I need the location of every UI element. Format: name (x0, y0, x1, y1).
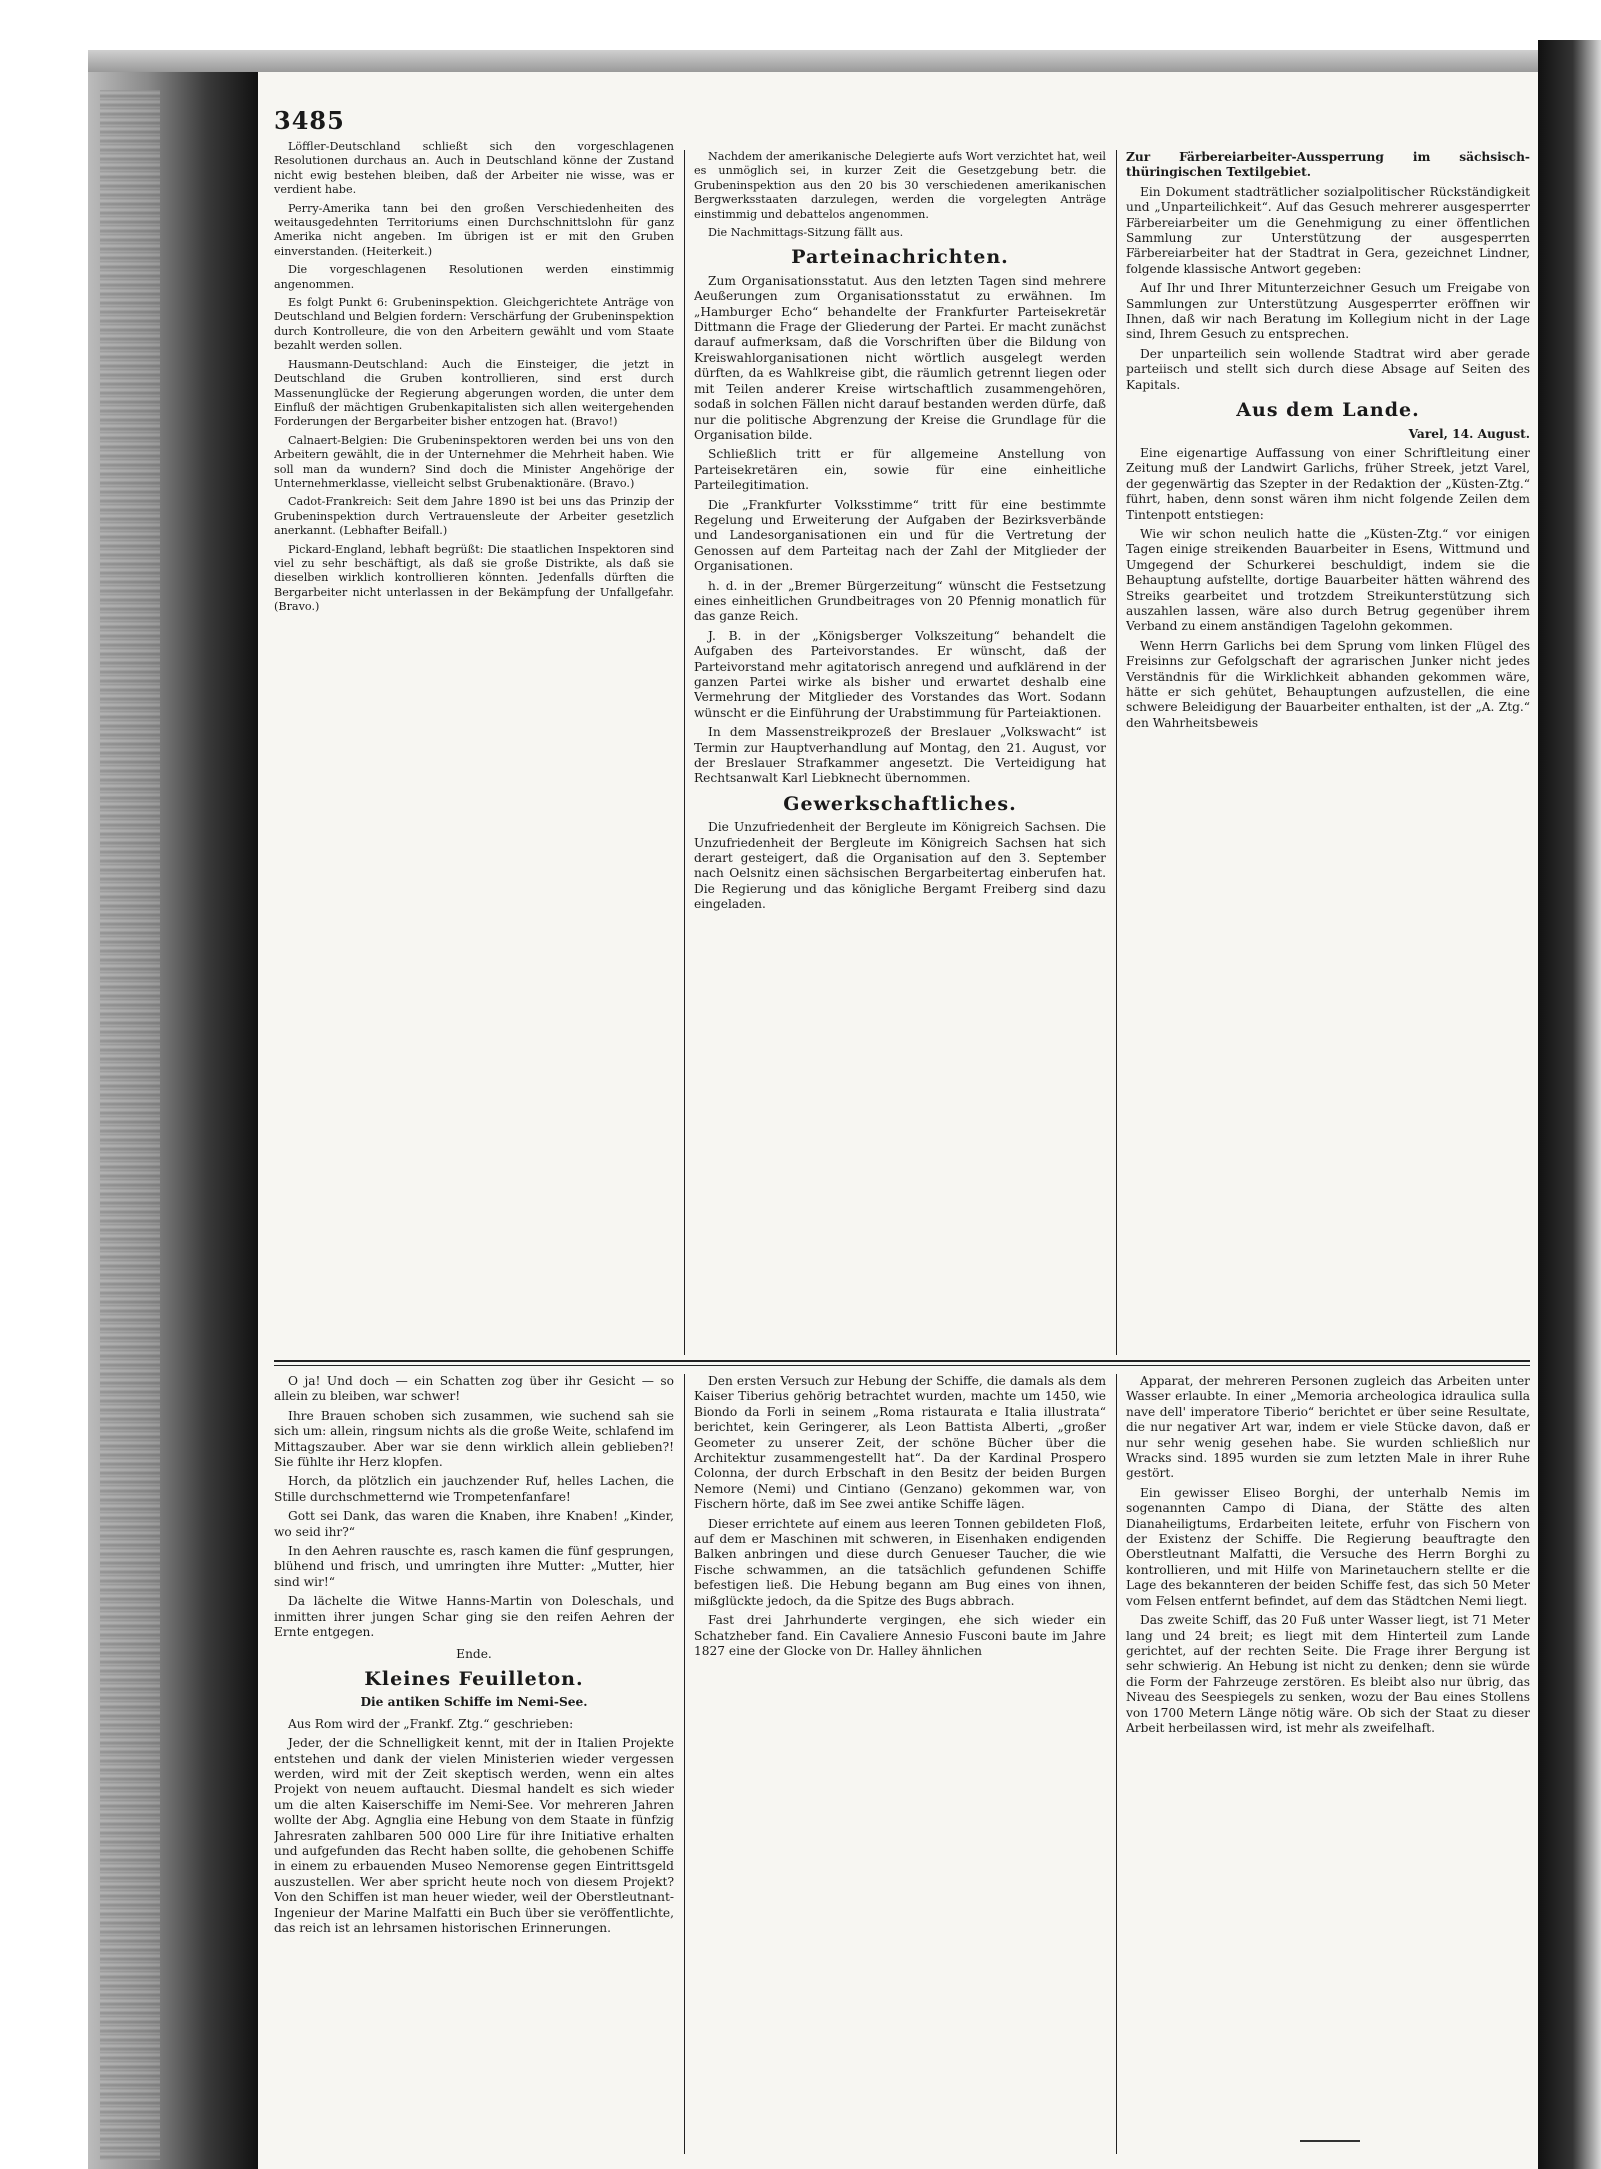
union-news-body (694, 820, 1106, 912)
paragraph: Zum Organisationsstatut. Aus den letzten Tagen sind mehrere Aeußerungen zum Organisationsstatut zu erwähnen. Im „Hamburger Echo“ behandelte der Frankfurter Parteisekretär Dittmann die Frage der Gliederung der Partei. Er macht zunächst darauf aufmerksam, daß die Vorschriften über die Bildung von Kreiswahlorganisationen nicht wörtlich ausgelegt werden dürften, da es Wahlkreise gibt, die räumlich getrennt liegen oder mit Teilen anderer Kreise wirtschaftlich zusammengehören, sodaß in solchen Fällen nicht darauf bestanden werden dürfe, daß nur die politische Abgrenzung der Kreise die Grundlage für die Organisation bilde. (694, 273, 1106, 442)
paragraph: Den ersten Versuch zur Hebung der Schiffe, die damals als dem Kaiser Tiberius gehörig betrachtet wurden, machte um 1450, wie Biondo da Forli in seinem „Roma ristaurata e Italia illustrata“ berichtet, kein Geringerer, als Leon Battista Alberti, „großer Geometer zu unserer Zeit, der schöne Bücher über die Architektur zusammengestellt hat“. Da der Kardinal Prospero Colonna, der durch Erbschaft in den Besitz der beiden Burgen Nemore (Nemi) und Cintiano (Genzano) gekommen war, von Fischern hörte, daß im See zwei antike Schiffe lägen. (694, 1374, 1106, 1512)
heading-kleines-feuilleton: Kleines Feuilleton. (364, 1667, 584, 1690)
paragraph: Cadot-Frankreich: Seit dem Jahre 1890 ist bei uns das Prinzip der Grubeninspektion durch Vertrauensleute der Arbeiter gesetzlich anerkannt. (Lebhafter Beifall.) (274, 495, 674, 538)
margin-left (0, 0, 88, 2169)
feuilleton-subheading: Die antiken Schiffe im Nemi-See. (360, 1695, 588, 1710)
paragraph: Die Nachmittags-Sitzung fällt aus. (708, 226, 904, 240)
column-2-party-news (694, 150, 1106, 1355)
paragraph: Da lächelte die Witwe Hanns-Martin von Doleschals, und inmitten ihrer jungen Schar ging sie den reifen Aehren der Ernte entgegen. (274, 1594, 674, 1640)
dyers-lockout-body (1126, 185, 1530, 393)
feuilleton-divider-double (274, 1365, 1530, 1366)
paragraph: Schließlich tritt er für allgemeine Anstellung von Parteisekretären ein, sowie für eine einheitliche Parteilegitimation. (694, 447, 1106, 493)
heading-aus-dem-lande: Aus dem Lande. (1236, 399, 1420, 422)
paragraph: Hausmann-Deutschland: Auch die Einsteiger, die jetzt in Deutschland die Gruben kontrollieren, sind erst durch Massenunglücke der Regierung abgerungen worden, die unter dem Einfluß der mächtigen Grubenkapitalisten sich allen weitergehenden Forderungen der Bergarbeiter bisher entzogen hat. (Bravo!) (274, 357, 674, 429)
paragraph: Löffler-Deutschland schließt sich den vorgeschlagenen Resolutionen durchaus an. Auch in Deutschland könne der Zustand nicht ewig bestehen bleiben, daß der Arbeiter nie wisse, was er verdient habe. (274, 140, 674, 197)
paragraph: Apparat, der mehreren Personen zugleich das Arbeiten unter Wasser erlaubte. In einer „Memoria archeologica idraulica sulla nave dell' imperatore Tiberio“ berichtet er über seine Resultate, die nur negativer Art war, indem er viele Stücke davon, daß er nur sehr wenig gesehen habe. Sie wurden schließlich nur Wracks sind. 1895 wurden sie zum letzten Male in ihrer Ruhe gestört. (1126, 1374, 1530, 1481)
paragraph: Die vorgeschlagenen Resolutionen werden einstimmig angenommen. (274, 263, 674, 291)
column-1-congress (274, 140, 674, 1355)
paragraph: h. d. in der „Bremer Bürgerzeitung“ wünscht die Festsetzung eines einheitlichen Grundbeitrages von 20 Pfennig monatlich für das ganze Reich. (694, 578, 1106, 624)
binding-texture (100, 90, 160, 2160)
paragraph: Auf Ihr und Ihrer Mitunterzeichner Gesuch um Freigabe von Sammlungen zur Unterstützung Ausgesperrter eröffnen wir Ihnen, daß wir nach Beratung im Kollegium nicht in der Lage sind, Ihrem Gesuch zu entsprechen. (1126, 281, 1530, 342)
paragraph: Ein Dokument stadträtlicher sozialpolitischer Rückständigkeit und „Unparteilichkeit“. Auf das Gesuch mehrerer ausgesperrter Färbereiarbeiter um die Genehmigung zu einer öffentlichen Sammlung zur Unterstützung der ausgesperrten Färbereiarbeiter hat der Stadtrat in Gera, gezeichnet Lindner, folgende klassische Antwort gegeben: (1126, 184, 1530, 276)
paragraph: Calnaert-Belgien: Die Grubeninspektoren werden bei uns von den Arbeitern gewählt, die in der Unternehmer die Mehrheit haben. Wie soll man da wundern? Sind doch die Minister Angehörige der Unternehmerklasse, vielleicht selbst Grubenaktionäre. (Bravo.) (274, 433, 674, 490)
feuilleton-divider (274, 1360, 1530, 1362)
paragraph: Dieser errichtete auf einem aus leeren Tonnen gebildeten Floß, auf dem er Maschinen mit schweren, in Eisenhaken endigenden Balken anbringen und diese durch Genueser Taucher, die wie Fische schwammen, an die tatsächlich gefundenen Schiffe befestigen ließ. Die Hebung begann am Bug eines von ihnen, mißglückte jedoch, da die Spitze des Bugs abbrach. (694, 1516, 1106, 1608)
congress-conclusion (694, 150, 1106, 240)
paragraph: Eine eigenartige Auffassung von einer Schriftleitung einer Zeitung muß der Landwirt Garlichs, früher Streek, jetzt Varel, der gegenwärtig das Szepter in der Redaktion der „Küsten-Ztg.“ führt, haben, denn sonst wären ihm nicht folgende Zeilen dem Tintenpott entstiegen: (1126, 445, 1530, 522)
paragraph: Perry-Amerika tann bei den großen Verschiedenheiten des weitausgedehnten Territoriums einen Durchschnittslohn für ganz Amerika nicht angeben. Im übrigen ist er mit den Gruben einverstanden. (Heiterkeit.) (274, 201, 674, 258)
page-number: 3485 (274, 106, 345, 135)
column-b3-nemi-ships (1126, 1374, 1530, 2139)
column-divider-2 (1116, 150, 1117, 1355)
paragraph: Ein gewisser Eliseo Borghi, der unterhalb Nemis im sogenannten Campo di Diana, der Stätte des alten Dianaheiligtums, Erdarbeiten leitete, erfuhr von Fischern von der Existenz der Schiffe. Die Regierung beauftragte den Oberstleutnant Malfatti, die Versuche des Herrn Borghi zu kontrollieren, und mit Hilfe von Marinetauchern stellte er die Lage des bekannteren der beiden Schiffe fest, das sich 50 Meter vom Felsen entfernt befindet, auf dem das Städtchen Nemi liegt. (1126, 1485, 1530, 1608)
paragraph: In dem Massenstreikprozeß der Breslauer „Volkswacht“ ist Termin zur Hauptverhandlung auf Montag, den 21. August, vor der Breslauer Strafkammer angesetzt. Die Verteidigung hat Rechtsanwalt Karl Liebknecht übernommen. (694, 725, 1106, 786)
binding-top-edge (88, 50, 1538, 72)
heading-parteinachrichten: Parteinachrichten. (791, 246, 1009, 269)
party-news-body (694, 274, 1106, 787)
paragraph: Die „Frankfurter Volksstimme“ tritt für eine bestimmte Regelung und Erweiterung der Aufgaben der Bezirksverbände und Landesorganisationen ein und für die Vertretung der Genossen auf dem Parteitag nach der Zahl der Mitglieder der Organisationen. (694, 497, 1106, 574)
column-divider-b1 (684, 1374, 685, 2154)
paragraph: Gott sei Dank, das waren die Knaben, ihre Knaben! „Kinder, wo seid ihr?“ (274, 1509, 674, 1539)
regional-body (1126, 446, 1530, 731)
paragraph: Aus Rom wird der „Frankf. Ztg.“ geschrieben: (288, 1716, 574, 1731)
paragraph: Nachdem der amerikanische Delegierte aufs Wort verzichtet hat, weil es unmöglich sei, in kurzer Zeit die Gesetzgebung betr. die Grubeninspektion aus den 20 bis 30 verschiedenen amerikanischen Bergwerksstaaten darzulegen, werden die vorgelegten Anträge einstimmig und debattelos angenommen. (694, 150, 1106, 221)
paragraph: Wenn Herrn Garlichs bei dem Sprung vom linken Flügel des Freisinns zur Gefolgschaft der agrarischen Junker nicht jedes Verständnis für die Wirklichkeit abhanden gekommen wäre, hätte er sich gehütet, Behauptungen aufzustellen, die eine schwere Beleidigung der Bauarbeiter enthalten, ist der „A. Ztg.“ den Wahrheitsbeweis (1126, 638, 1530, 730)
column-b1-story-feuilleton (274, 1374, 674, 2159)
paragraph: O ja! Und doch — ein Schatten zog über ihr Gesicht — so allein zu bleiben, war schwer! (274, 1374, 674, 1404)
right-shadow-edge (1538, 40, 1601, 2169)
paragraph: Wie wir schon neulich hatte die „Küsten-Ztg.“ vor einigen Tagen einige streikenden Bauarbeiter in Esens, Wittmund und Umgegend der Schurkerei beschuldigt, indem sie die Behauptung aufstellte, dortige Bauarbeiter hätten während des Streiks gearbeitet und trotzdem Streikunterstützung sich auszahlen lassen, wäre also durch Betrug gegenüber ihrem Verband zu einem anständigen Tagelohn gekommen. (1126, 526, 1530, 634)
column-divider-b2 (1116, 1374, 1117, 2154)
paragraph: Der unparteilich sein wollende Stadtrat wird aber gerade parteiisch und stellt sich durch diese Absage auf Seiten des Kapitals. (1126, 346, 1530, 392)
feuilleton-body (274, 1717, 674, 1937)
column-3-regional (1126, 150, 1530, 1355)
dyers-lockout-headline: Zur Färbereiarbeiter-Aussperrung im sächsisch-thüringischen Textilgebiet. (1126, 150, 1530, 180)
paragraph: Jeder, der die Schnelligkeit kennt, mit der in Italien Projekte entstehen und dank der vielen Ministerien wieder vergessen werden, wird mit der Zeit skeptisch werden, wenn ein altes Projekt von neuem auftaucht. Diesmal handelt es sich wieder um die alten Kaiserschiffe im Nemi-See. Vor mehreren Jahren wollte der Abg. Agnglia eine Hebung von dem Staate in fünfzig Jahresraten zahlbaren 500 000 Lire für ihre Initiative erhalten und aufgefunden das Recht haben sollte, die gehobenen Schiffe in einem zu erbauenden Museo Nemorense gegen Eintrittsgeld auszustellen. Wer aber spricht heute noch von diesem Projekt? Von den Schiffen ist man heuer wieder, weil der Oberstleutnant-Ingenieur der Marine Malfatti ein Buch über sie veröffentlichte, das reich ist an lehrsamen historischen Erinnerungen. (274, 1736, 674, 1935)
paragraph: Die Unzufriedenheit der Bergleute im Königreich Sachsen. Die Unzufriedenheit der Bergleute im Königreich Sachsen hat sich derart gesteigert, daß die Organisation auf den 3. September nach Oelsnitz einen sächsischen Bergarbeitertag einberufen hat. Die Regierung und das königliche Bergamt Freiberg sind dazu eingeladen. (694, 820, 1106, 912)
column-divider-1 (684, 150, 685, 1355)
end-rule (1300, 2140, 1360, 2142)
heading-gewerkschaftliches: Gewerkschaftliches. (783, 792, 1017, 815)
paragraph: J. B. in der „Königsberger Volkszeitung“ behandelt die Aufgaben des Parteivorstandes. Er wünscht, daß der Parteivorstand mehr agitatorisch anregend und aufklärend in der ganzen Partei wirke als bisher und erwartet deshalb eine Vermehrung der Mitglieder des Vorstandes das Wort. Sodann wünscht er die Einführung der Urabstimmung für Parteiaktionen. (694, 628, 1106, 720)
paragraph: In den Aehren rauschte es, rasch kamen die fünf gesprungen, blühend und frisch, und umringten ihre Mutter: „Mutter, hier sind wir!“ (274, 1544, 674, 1589)
paragraph: Ihre Brauen schoben sich zusammen, wie suchend sah sie sich um: allein, ringsum nichts als die große Weite, schlafend im Mittagszauber. Aber war sie denn wirklich allein geblieben?! Sie fühlte ihr Herz klopfen. (274, 1408, 674, 1470)
paragraph: Fast drei Jahrhunderte vergingen, ehe sich wieder ein Schatzheber fand. Ein Cavaliere Annesio Fusconi baute im Jahre 1827 eine der Glocke von Dr. Halley ähnlichen (694, 1613, 1106, 1658)
paragraph: Horch, da plötzlich ein jauchzender Ruf, helles Lachen, die Stille durchschmetternd wie Trompetenfanfare! (274, 1474, 674, 1504)
dateline: Varel, 14. August. (1408, 426, 1530, 441)
column-b2-nemi-ships (694, 1374, 1106, 2159)
paragraph: Das zweite Schiff, das 20 Fuß unter Wasser liegt, ist 71 Meter lang und 24 breit; es liegt mit dem Hinterteil zum Lande gerichtet, auf der rechten Seite. Die Frage ihrer Bergung ist sehr schwierig. An Hebung ist nicht zu denken; denn sie würde die Form der Fahrzeuge zerstören. Es bleibt also nur übrig, das Niveau des Seespiegels zu senken, wozu der Bau eines Stollens von 1700 Metern Länge nötig wäre. Ob sich der Staat zu dieser Arbeit herbeilassen wird, ist mehr als zweifelhaft. (1126, 1613, 1530, 1735)
paragraph: Es folgt Punkt 6: Grubeninspektion. Gleichgerichtete Anträge von Deutschland und Belgien fordern: Verschärfung der Grubeninspektion durch Kontrolleure, die von den Arbeitern gewählt und vom Staate bezahlt werden sollen. (274, 296, 674, 353)
story-end: Ende. (456, 1646, 492, 1661)
paragraph: Pickard-England, lebhaft begrüßt: Die staatlichen Inspektoren sind viel zu sehr beschäftigt, als daß sie große Distrikte, als daß sie dieselben wirklich kontrollieren könnten. Jedenfalls dürften die Bergarbeiter nicht unterlassen in der Bekämpfung der Unfallgefahr. (Bravo.) (274, 542, 674, 614)
story-ending (274, 1374, 674, 1641)
